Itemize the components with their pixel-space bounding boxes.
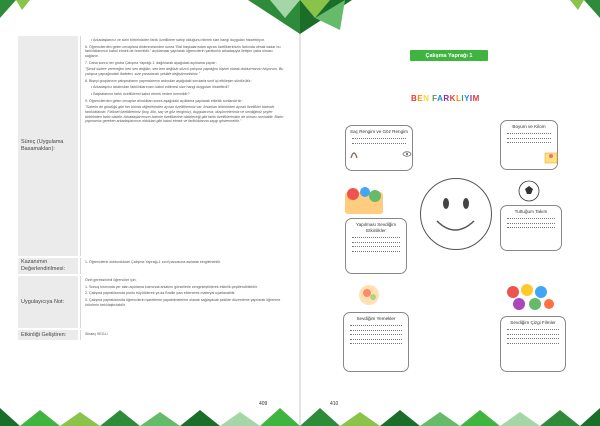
box-label: Boyum ve Kilom bbox=[512, 124, 546, 129]
title-letter: F bbox=[432, 94, 438, 103]
box-label: Saç Rengim ve Göz Rengim bbox=[350, 129, 408, 134]
box-cartoon bbox=[500, 316, 566, 372]
cell-line: 2. Çalışma yapraklarında punto büyütülerek ya da Braille yazı eklenerek materyal uyarlanabilir. bbox=[85, 291, 236, 296]
cell-line: 8. Bişeyi gruplarının çalışmalarını yapmalarının ardından aşağıdaki sorularla sınıf içi etkileşim sürdürülür: bbox=[85, 78, 252, 83]
box-team bbox=[500, 205, 562, 251]
cell-line: 3. Çalışma yapraklarında öğrencilerin işaretleme yapabilmelerine olanak sağlayacak şekilde düzenleme yapılarak öğrenme ürünlerin farklılaştırılabilir. bbox=[85, 298, 281, 307]
box-label: Sevdiğim Çizgi Filmler bbox=[510, 320, 556, 325]
title-letter: A bbox=[437, 94, 444, 103]
team-picture bbox=[518, 180, 540, 202]
food-picture bbox=[358, 284, 380, 306]
cell-line: • Arkadaşınız tarafından farklılıklarınızın kabul edilmesi size hangi duyguları hissettirdi? bbox=[91, 85, 230, 90]
cell-line: 7. Daha sonra her gruba Çalışma Yaprağı-1' dağıtılarak aşağıdaki açıklama yapılır: bbox=[85, 60, 217, 65]
cell-line: 1. Sunuş kısmında yer alan açıklama kısmında anlatımı görsellerle zenginleştirilerek etkinlik çeşitlendirilebilir. bbox=[85, 284, 258, 289]
title-letter: N bbox=[423, 94, 430, 103]
bottom-decoration bbox=[0, 386, 600, 426]
row-content bbox=[80, 330, 288, 340]
top-decoration bbox=[0, 0, 600, 40]
cell-line: 6. Öğrencilerden gelen cevaplara dinlenmesinden sonra "Bizi başkalarından ayıran özelliklerimizin farkında olmak kadar bu farklılıklarımızı kabul etmek de önemlidir." açıklaması yapılarak öğrencilerin yaratıcılık arkadaşıyla iletişim çaba olması sağlanır. bbox=[85, 44, 281, 59]
title-letter: B bbox=[411, 94, 418, 103]
table-row-process bbox=[18, 36, 288, 256]
page-spine bbox=[299, 0, 301, 426]
box-label: Yapılması Sevdiğim Etkinlikler bbox=[355, 222, 397, 233]
title-letter: I bbox=[469, 94, 473, 103]
title-letter: R bbox=[443, 94, 450, 103]
cell-line: • Arkadaşlarınız ve sizin birbirinizden farklı özelliklere sahip olduğunu bilmek size hangi duyguları hissettiriyor. bbox=[91, 38, 265, 42]
row-label: Süreç (Uygulama Basamakları): bbox=[18, 36, 78, 256]
box-food bbox=[343, 312, 409, 372]
worksheet-ribbon: Çalışma Yaprağı 1 bbox=[410, 50, 488, 61]
table-row-note bbox=[18, 276, 288, 328]
row-label: Etkinliği Geliştiren: bbox=[18, 330, 78, 340]
worksheet-title bbox=[411, 94, 480, 103]
title-letter: E bbox=[417, 94, 424, 103]
title-letter: I bbox=[461, 94, 465, 103]
row-content bbox=[80, 276, 288, 328]
title-letter: Y bbox=[464, 94, 470, 103]
cartoon-picture bbox=[505, 282, 557, 312]
smiley-mouth bbox=[421, 179, 490, 248]
hair-eye-icons bbox=[349, 148, 413, 160]
title-letter: L bbox=[455, 94, 462, 103]
row-label: Uygulayıcıya Not: bbox=[18, 276, 78, 328]
row-content bbox=[80, 258, 288, 274]
cell-line: "Şimdi sizlere vereceğim ben sen değilim, sen ben değilsin sözcü çalışma yaprağını kişisel olarak doldurmanızı istiyorum. Bu çalışma yaprağındaki ifadeleri, size yansıtacak şekilde değiştirmelisiniz." bbox=[85, 67, 284, 77]
box-activities bbox=[345, 218, 407, 274]
cell-line: • Başkalarının farklı özelliklerini kabul etmek neden önemlidir? bbox=[91, 92, 190, 97]
cell-line: Sinanç SEGLİ bbox=[85, 332, 108, 336]
scale-picture bbox=[544, 150, 558, 164]
table-row-evaluation bbox=[18, 258, 288, 274]
cell-line: 1. Öğrencilerle doldurdukları Çalışma Yaprağı-1 sınıf panosuna asılarak sergilenebilir. bbox=[85, 260, 221, 264]
row-label: Kazanımın Değerlendirilmesi: bbox=[18, 258, 78, 274]
cell-line: "Sizlerin de gördüğü gibi her birimiz diğerlerinden ayıran özelliklerimiz var. İnsanları birbirinden ayıran özellikler bizimde farklılıklarıdır. Fiziksel özelliklerimiz (boy, kilo, saç ve göz rengimiz), duygularımız, düşüncelerimiz ve sevdiğimiz şeyler birbirinden farklı olabilir. Arkadaşlarımızın bizimle özelliklerine olabileceği gibi farklı özelliklerimizin de olması normaldir. Bizim yapmamız gereken arkadaşlarımızı olduklan gibi kabul etmek ve farklılıklarına saygı göstermektir." bbox=[85, 105, 284, 124]
box-label: Tuttuğum Takım bbox=[514, 209, 548, 214]
row-content bbox=[80, 36, 288, 256]
page-number-left: 409 bbox=[259, 401, 268, 407]
smiley-face bbox=[420, 178, 492, 250]
page-number-right: 410 bbox=[330, 401, 339, 407]
box-label: Sevdiğim Yemekler bbox=[356, 316, 396, 321]
cell-line: 9. Öğrencilerden gelen cevaplar alındıktan sonra aşağıdaki açıklama yapılarak etkinlik sonlandırılır: bbox=[85, 98, 243, 103]
activities-picture bbox=[343, 182, 385, 216]
cell-line: Özel gereksinimli öğrenciler için; bbox=[85, 278, 137, 282]
title-letter: M bbox=[472, 94, 480, 103]
table-row-author bbox=[18, 330, 288, 340]
title-letter: K bbox=[449, 94, 456, 103]
